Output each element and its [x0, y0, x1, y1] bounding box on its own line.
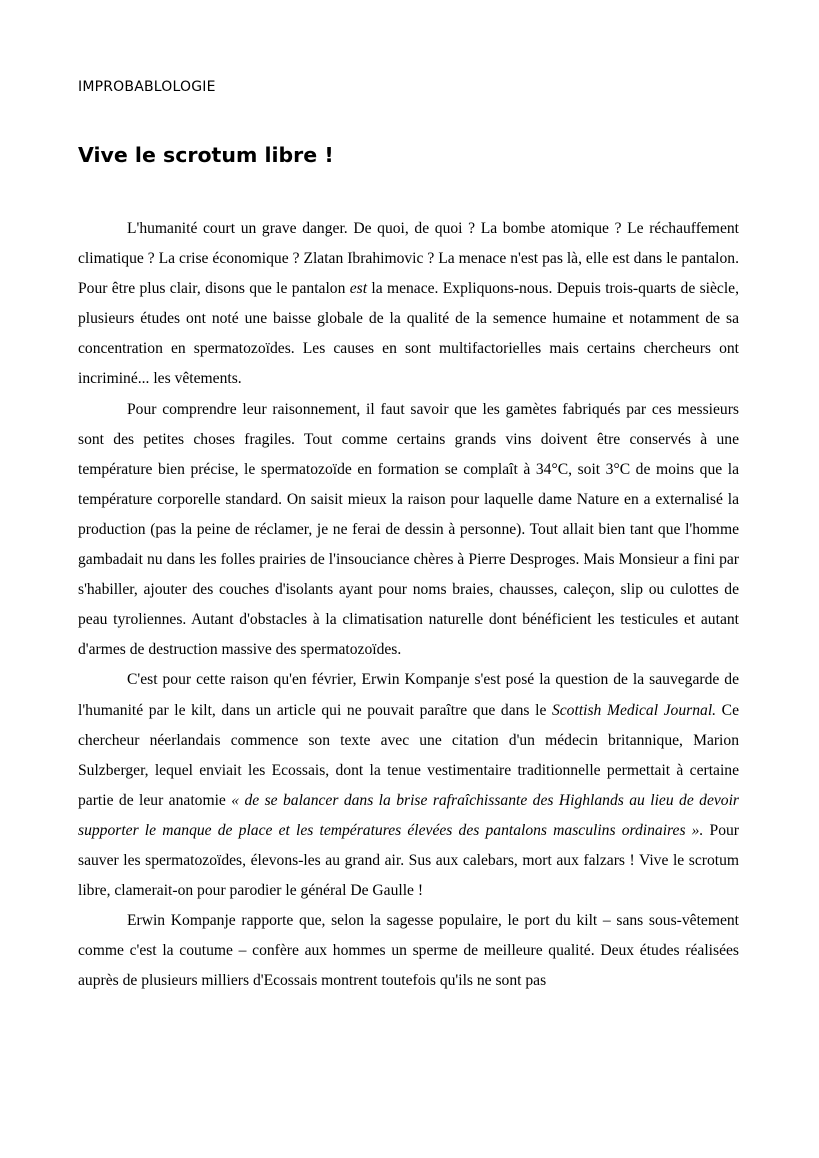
article-title: Vive le scrotum libre !	[78, 143, 334, 167]
article-body	[78, 214, 739, 996]
paragraph-2: Pour comprendre leur raisonnement, il faut savoir que les gamètes fabriqués par ces messieurs sont des petites choses fragiles. Tout comme certains grands vins doivent être conservés à une température bien précise, le spermatozoïde en formation se complaît à 34°C, soit 3°C de moins que la température corporelle standard. On saisit mieux la raison pour laquelle dame Nature en a externalisé la production (pas la peine de réclamer, je ne ferai de dessin à personne). Tout allait bien tant que l'homme gambadait nu dans les folles prairies de l'insouciance chères à Pierre Desproges. Mais Monsieur a fini par s'habiller, ajouter des couches d'isolants ayant pour noms braies, chausses, caleçon, slip ou culottes de peau tyroliennes. Autant d'obstacles à la climatisation naturelle dont bénéficient les testicules et autant d'armes de destruction massive des spermatozoïdes.	[78, 400, 739, 659]
quotation: « de se balancer dans la brise rafraîchissante des Highlands au lieu de devoir supporter le manque de place et les températures élevées des pantalons masculins ordinaires ».	[78, 791, 739, 839]
emphasis-est: est	[349, 280, 368, 298]
journal-name: Scottish Medical Journal.	[551, 701, 717, 719]
paragraph-1: L'humanité court un grave danger. De quoi, de quoi ? La bombe atomique ? Le réchauffement climatique ? La crise économique ? Zlatan Ibrahimovic ? La menace n'est pas là, elle est dans le pantalon. Pour être plus clair, disons que le pantalon est la menace. Expliquons-nous. Depuis trois-quarts de siècle, plusieurs études ont noté une baisse globale de la qualité de la semence humaine et notamment de sa concentration en spermatozoïdes. Les causes en sont multifactorielles mais certains chercheurs ont incriminé... les vêtements.	[78, 220, 739, 388]
section-rubric: IMPROBABLOLOGIE	[78, 79, 216, 95]
paragraph-4: Erwin Kompanje rapporte que, selon la sagesse populaire, le port du kilt – sans sous-vêtement comme c'est la coutume – confère aux hommes un sperme de meilleure qualité. Deux études réalisées auprès de plusieurs milliers d'Ecossais montrent toutefois qu'ils ne sont pas	[78, 912, 739, 990]
paragraph-3: C'est pour cette raison qu'en février, Erwin Kompanje s'est posé la question de la sauvegarde de l'humanité par le kilt, dans un article qui ne pouvait paraître que dans le Scottish Medical Journal. Ce chercheur néerlandais commence son texte avec une citation d'un médecin britannique, Marion Sulzberger, lequel enviait les Ecossais, dont la tenue vestimentaire traditionnelle permettait à certaine partie de leur anatomie « de se balancer dans la brise rafraîchissante des Highlands au lieu de devoir supporter le manque de place et les températures élevées des pantalons masculins ordinaires ». Pour sauver les spermatozoïdes, élevons-les au grand air. Sus aux calebars, mort aux falzars ! Vive le scrotum libre, clamerait-on pour parodier le général De Gaulle !	[78, 671, 739, 900]
